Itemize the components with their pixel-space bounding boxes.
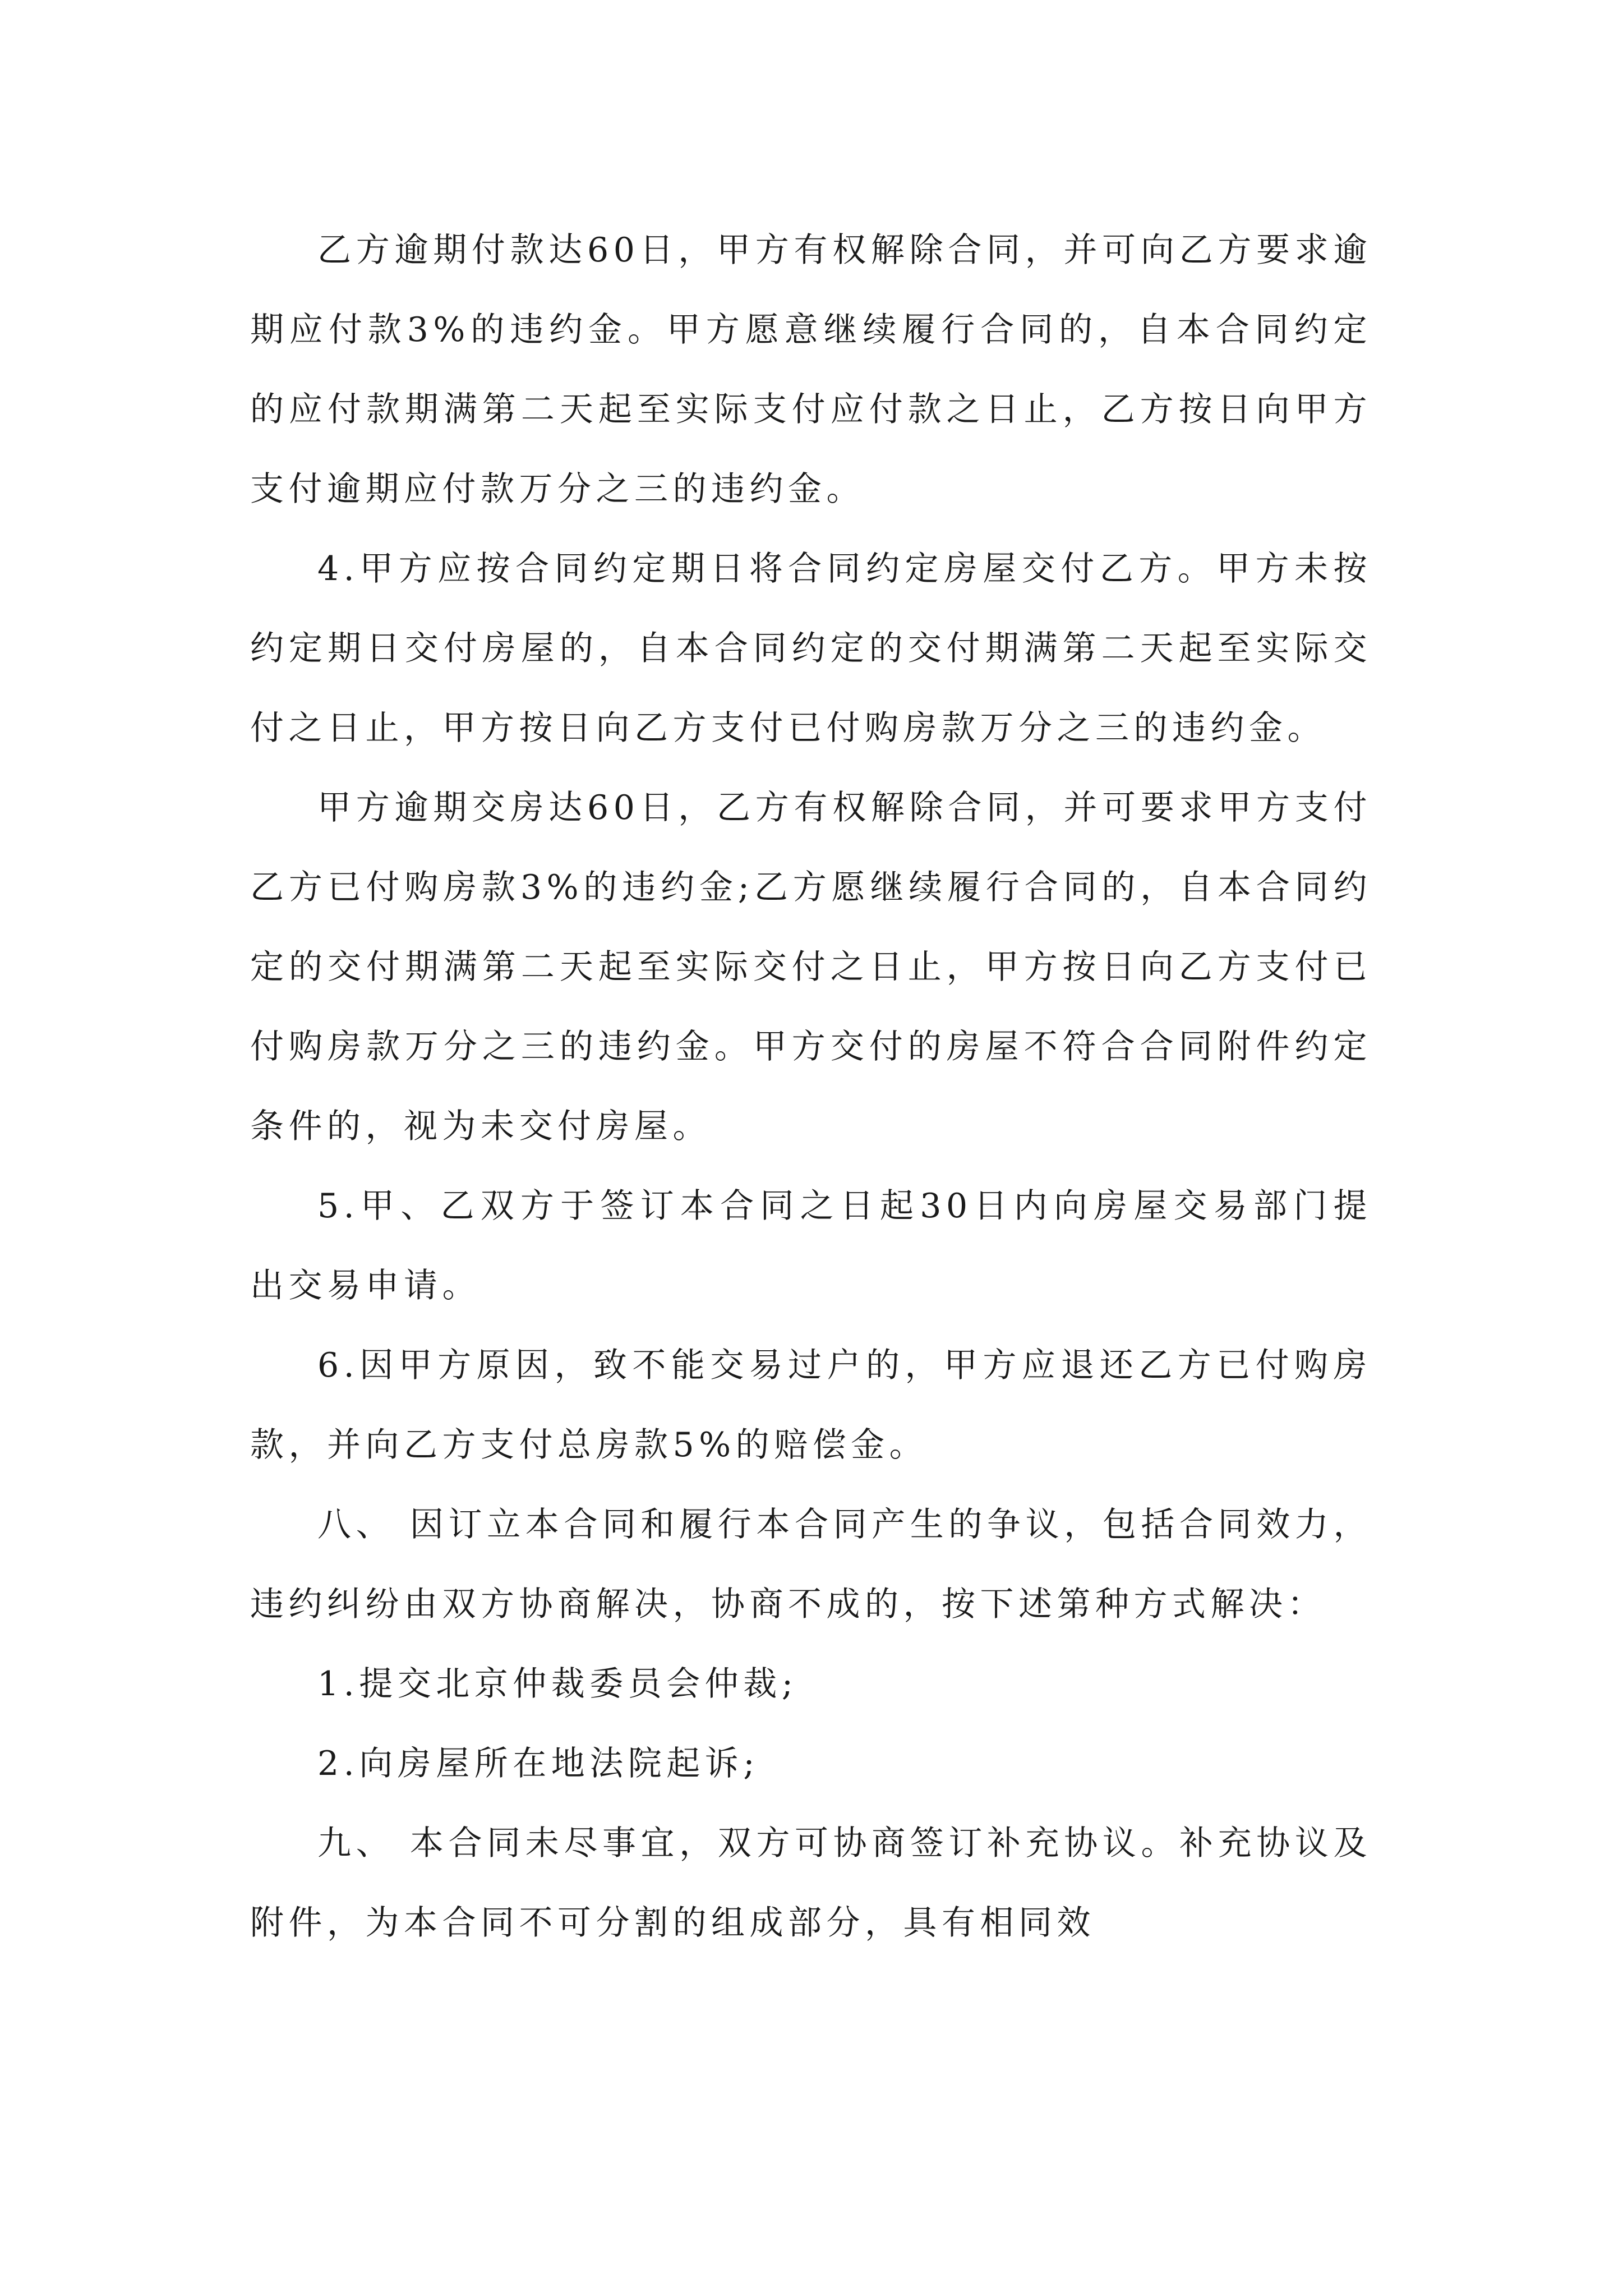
- paragraph-option-1: 1.提交北京仲裁委员会仲裁;: [317, 1664, 798, 1704]
- paragraph-section-9: 九、 本合同未尽事宜，双方可协商签订补充协议。补充协议及附件，为本合同不可分割的组成部分，具有相同效: [250, 1824, 1372, 1943]
- paragraph-clause-5: 5.甲、乙双方于签订本合同之日起30日内向房屋交易部门提出交易申请。: [250, 1186, 1372, 1305]
- paragraph-section-8: 八、 因订立本合同和履行本合同产生的争议，包括合同效力，违约纠纷由双方协商解决，协商不成的，按下述第种方式解决：: [250, 1505, 1372, 1624]
- paragraph-clause-6: 6.因甲方原因，致不能交易过户的，甲方应退还乙方已付购房款，并向乙方支付总房款5%的赔偿金。: [250, 1346, 1372, 1465]
- paragraph-late-delivery: 甲方逾期交房达60日，乙方有权解除合同，并可要求甲方支付乙方已付购房款3%的违约金;乙方愿继续履行合同的，自本合同约定的交付期满第二天起至实际交付之日止，甲方按日向乙方支付已付购房款万分之三的违约金。甲方交付的房屋不符合合同附件约定条件的，视为未交付房屋。: [250, 788, 1372, 1146]
- paragraph-clause-4: 4.甲方应按合同约定期日将合同约定房屋交付乙方。甲方未按约定期日交付房屋的，自本合同约定的交付期满第二天起至实际交付之日止，甲方按日向乙方支付已付购房款万分之三的违约金。: [250, 549, 1372, 748]
- paragraph-late-payment: 乙方逾期付款达60日，甲方有权解除合同，并可向乙方要求逾期应付款3%的违约金。甲方愿意继续履行合同的，自本合同约定的应付款期满第二天起至实际支付应付款之日止，乙方按日向甲方支付逾期应付款万分之三的违约金。: [250, 231, 1372, 509]
- paragraph-option-2: 2.向房屋所在地法院起诉;: [317, 1744, 759, 1783]
- contract-body: [250, 210, 1372, 1963]
